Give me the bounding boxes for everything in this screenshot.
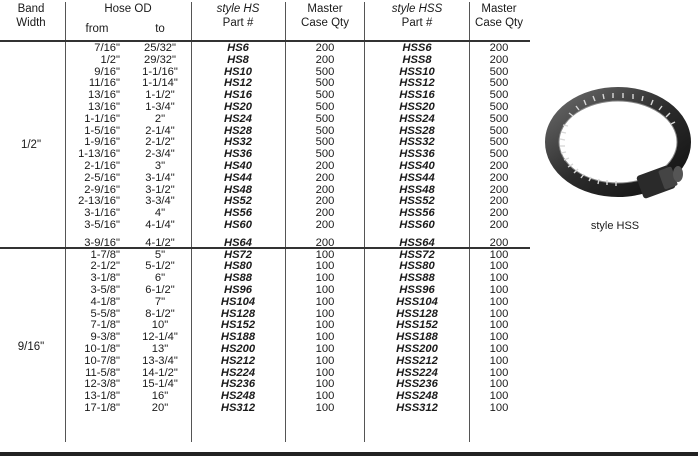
hose-od-from: 1-9/16" <box>84 136 120 149</box>
master-case-qty: 200 <box>489 236 509 249</box>
hose-od-from: 2-1/2" <box>90 260 120 273</box>
part-number: HSS44 <box>399 171 435 184</box>
part-number: HS24 <box>224 112 252 125</box>
hose-od-from: 10-7/8" <box>84 354 120 367</box>
part-number: HSS52 <box>399 195 435 208</box>
part-number: HSS80 <box>399 260 435 273</box>
master-case-qty: 100 <box>489 272 509 285</box>
part-number: HS152 <box>220 319 256 332</box>
table-row <box>0 250 530 262</box>
hose-od-from: 1-13/16" <box>78 148 120 161</box>
part-number: HS6 <box>227 42 249 54</box>
table-row <box>0 43 530 55</box>
master-case-qty: 100 <box>315 342 335 355</box>
part-number: HSS72 <box>399 248 435 261</box>
header-divider <box>0 40 530 42</box>
master-case-qty: 100 <box>489 307 509 320</box>
hose-od-to: 5-1/2" <box>145 260 175 273</box>
master-case-qty: 100 <box>489 401 509 414</box>
table-row <box>0 403 530 415</box>
hose-od-from: 13/16" <box>88 89 120 102</box>
table-row <box>0 379 530 391</box>
hose-od-to: 3-3/4" <box>145 195 175 208</box>
hose-od-to: 1-1/2" <box>145 89 175 102</box>
master-case-qty: 100 <box>489 295 509 308</box>
hose-od-from: 12-3/8" <box>84 378 120 391</box>
hose-od-from: 13/16" <box>88 100 120 113</box>
hose-od-to: 12-1/4" <box>142 331 178 344</box>
part-number: HS236 <box>220 378 256 391</box>
master-case-qty: 500 <box>489 89 509 102</box>
table-row <box>0 173 530 185</box>
hose-od-to: 16" <box>151 390 169 403</box>
table-row <box>0 208 530 220</box>
table-row <box>0 78 530 90</box>
hose-od-from: 10-1/8" <box>84 342 120 355</box>
hose-od-to: 3" <box>154 159 166 172</box>
master-case-qty: 100 <box>315 272 335 285</box>
table-row <box>0 126 530 138</box>
part-number: HS56 <box>224 207 252 220</box>
master-case-qty: 200 <box>315 171 335 184</box>
part-number: HS312 <box>220 401 256 414</box>
hose-od-from: 1-5/16" <box>84 124 120 137</box>
master-case-qty: 200 <box>315 159 335 172</box>
hose-od-from: 4-1/8" <box>90 295 120 308</box>
hose-od-to: 1-1/16" <box>142 65 178 78</box>
master-case-qty: 100 <box>489 283 509 296</box>
master-case-qty: 100 <box>315 319 335 332</box>
part-number: HSS28 <box>399 124 435 137</box>
hose-od-from: 11-5/8" <box>85 366 120 379</box>
part-number: HSS20 <box>399 100 435 113</box>
part-number: HSS60 <box>399 218 435 231</box>
hose-od-to: 15-1/4" <box>142 378 178 391</box>
part-number: HSS96 <box>399 283 435 296</box>
master-case-qty: 200 <box>489 195 509 208</box>
hose-od-from: 1-1/16" <box>84 112 120 125</box>
part-number: HS52 <box>224 195 252 208</box>
master-case-qty: 500 <box>489 124 509 137</box>
hose-od-from: 2-13/16" <box>78 195 120 208</box>
part-number: HS8 <box>227 53 249 66</box>
master-case-qty: 100 <box>489 248 509 261</box>
hose-od-from: 9/16" <box>94 65 120 78</box>
master-case-qty: 200 <box>315 183 335 196</box>
part-number: HS12 <box>224 77 252 90</box>
header-hss-part: style HSS Part # <box>391 3 443 29</box>
master-case-qty: 500 <box>489 148 509 161</box>
master-case-qty: 200 <box>315 42 335 54</box>
part-number: HS212 <box>220 354 256 367</box>
master-case-qty: 100 <box>489 260 509 273</box>
hose-od-to: 4" <box>154 207 166 220</box>
part-number: HS10 <box>224 65 252 78</box>
photo-caption: style HSS <box>590 220 640 232</box>
part-number: HSS248 <box>396 390 438 403</box>
master-case-qty: 200 <box>489 171 509 184</box>
part-number: HS188 <box>220 331 256 344</box>
master-case-qty: 100 <box>315 283 335 296</box>
master-case-qty: 100 <box>315 378 335 391</box>
part-number: HS88 <box>224 272 252 285</box>
hose-od-to: 3-1/4" <box>145 171 175 184</box>
band-width-label: 1/2" <box>20 139 42 151</box>
part-number: HS128 <box>220 307 256 320</box>
hose-od-from: 17-1/8" <box>84 401 120 414</box>
part-number: HS72 <box>224 248 252 261</box>
part-number: HSS236 <box>396 378 438 391</box>
master-case-qty: 200 <box>489 218 509 231</box>
part-number: HS20 <box>224 100 252 113</box>
hose-od-to: 13" <box>151 342 169 355</box>
master-case-qty: 500 <box>315 77 335 90</box>
table-row <box>0 67 530 79</box>
hose-od-to: 4-1/4" <box>145 218 175 231</box>
part-number: HS64 <box>224 236 252 249</box>
hose-od-to: 2-1/4" <box>145 124 175 137</box>
part-number: HS80 <box>224 260 252 273</box>
table-row <box>0 368 530 380</box>
part-number: HS248 <box>220 390 256 403</box>
hose-od-from: 2-1/16" <box>84 159 120 172</box>
part-number: HSS56 <box>399 207 435 220</box>
part-number: HS40 <box>224 159 252 172</box>
part-number: HS28 <box>224 124 252 137</box>
hose-od-from: 3-1/8" <box>90 272 120 285</box>
master-case-qty: 200 <box>489 183 509 196</box>
hose-od-to: 10" <box>151 319 169 332</box>
part-number: HSS312 <box>396 401 438 414</box>
table-row <box>0 332 530 344</box>
table-row <box>0 320 530 332</box>
master-case-qty: 200 <box>489 159 509 172</box>
hose-od-to: 2-1/2" <box>145 136 175 149</box>
table-row <box>0 297 530 309</box>
part-number: HSS200 <box>396 342 438 355</box>
part-number: HSS36 <box>399 148 435 161</box>
part-number: HS48 <box>224 183 252 196</box>
hose-od-to: 2-3/4" <box>145 148 175 161</box>
part-number: HS36 <box>224 148 252 161</box>
header-hs-master-qty: Master Case Qty <box>301 3 349 29</box>
master-case-qty: 100 <box>489 366 509 379</box>
master-case-qty: 200 <box>315 236 335 249</box>
hose-od-to: 6" <box>154 272 166 285</box>
master-case-qty: 500 <box>489 112 509 125</box>
table-row <box>0 90 530 102</box>
master-case-qty: 100 <box>315 331 335 344</box>
header-band-width: Band Width <box>16 3 46 29</box>
hose-od-to: 29/32" <box>144 53 176 66</box>
hose-od-to: 3-1/2" <box>145 183 175 196</box>
hose-od-from: 3-5/16" <box>84 218 120 231</box>
master-case-qty: 100 <box>315 354 335 367</box>
master-case-qty: 500 <box>489 136 509 149</box>
hose-od-from: 11/16" <box>88 77 120 90</box>
master-case-qty: 100 <box>315 390 335 403</box>
hose-od-to: 1-3/4" <box>145 100 175 113</box>
part-number: HSS128 <box>396 307 438 320</box>
part-number: HS60 <box>224 218 252 231</box>
part-number: HSS40 <box>399 159 435 172</box>
header-hs-part: style HS Part # <box>216 3 260 29</box>
table-row <box>0 261 530 273</box>
part-number: HSS212 <box>396 354 438 367</box>
master-case-qty: 500 <box>489 65 509 78</box>
master-case-qty: 200 <box>315 53 335 66</box>
header-to: to <box>155 23 165 35</box>
hose-od-from: 9-3/8" <box>90 331 120 344</box>
header-hose-od: Hose OD <box>104 3 152 15</box>
table-row <box>0 273 530 285</box>
band-width-label: 9/16" <box>17 341 45 353</box>
hose-od-to: 14-1/2" <box>142 366 178 379</box>
table-row <box>0 220 530 232</box>
table-row <box>0 356 530 368</box>
master-case-qty: 100 <box>315 260 335 273</box>
part-number: HS200 <box>220 342 256 355</box>
part-number: HSS64 <box>399 236 435 249</box>
part-number: HS32 <box>224 136 252 149</box>
hose-od-from: 3-9/16" <box>84 236 120 249</box>
table-row <box>0 391 530 403</box>
header-from: from <box>85 23 109 35</box>
master-case-qty: 200 <box>315 195 335 208</box>
hose-od-to: 13-3/4" <box>142 354 178 367</box>
hose-od-from: 13-1/8" <box>84 390 120 403</box>
master-case-qty: 100 <box>489 342 509 355</box>
part-number: HS96 <box>224 283 252 296</box>
part-number: HS104 <box>220 295 256 308</box>
hose-od-from: 1-7/8" <box>90 248 120 261</box>
table-row <box>0 344 530 356</box>
master-case-qty: 100 <box>489 378 509 391</box>
header-hss-master-qty: Master Case Qty <box>475 3 523 29</box>
part-number: HSS48 <box>399 183 435 196</box>
master-case-qty: 100 <box>489 354 509 367</box>
master-case-qty: 100 <box>315 307 335 320</box>
hose-od-from: 3-1/16" <box>84 207 120 220</box>
hose-od-from: 2-9/16" <box>84 183 120 196</box>
master-case-qty: 500 <box>315 89 335 102</box>
master-case-qty: 200 <box>315 218 335 231</box>
master-case-qty: 100 <box>489 390 509 403</box>
part-number: HSS8 <box>402 53 432 66</box>
part-number: HSS10 <box>399 65 435 78</box>
master-case-qty: 500 <box>315 136 335 149</box>
part-number: HSS188 <box>396 331 438 344</box>
hose-od-to: 4-1/2" <box>145 236 175 249</box>
hose-od-from: 7-1/8" <box>90 319 120 332</box>
hose-od-to: 5" <box>154 248 166 261</box>
table-row <box>0 309 530 321</box>
part-number: HSS152 <box>396 319 438 332</box>
part-number: HS44 <box>224 171 252 184</box>
master-case-qty: 200 <box>489 53 509 66</box>
part-number: HSS88 <box>399 272 435 285</box>
master-case-qty: 500 <box>489 77 509 90</box>
table-row <box>0 102 530 114</box>
master-case-qty: 500 <box>315 112 335 125</box>
hose-od-to: 8-1/2" <box>145 307 175 320</box>
part-number: HSS32 <box>399 136 435 149</box>
master-case-qty: 100 <box>315 366 335 379</box>
table-row <box>0 196 530 208</box>
clamp-table <box>0 43 530 415</box>
part-number: HSS24 <box>399 112 435 125</box>
master-case-qty: 500 <box>315 148 335 161</box>
hose-od-from: 2-5/16" <box>84 171 120 184</box>
table-row <box>0 55 530 67</box>
hose-od-from: 7/16" <box>94 42 120 54</box>
hose-od-from: 5-5/8" <box>90 307 120 320</box>
master-case-qty: 500 <box>315 100 335 113</box>
master-case-qty: 500 <box>489 100 509 113</box>
part-number: HSS12 <box>399 77 435 90</box>
hose-od-to: 1-1/14" <box>142 77 178 90</box>
table-row <box>0 238 530 250</box>
master-case-qty: 200 <box>489 42 509 54</box>
hose-od-to: 25/32" <box>144 42 176 54</box>
part-number: HSS104 <box>396 295 438 308</box>
hose-od-to: 7" <box>154 295 166 308</box>
table-row <box>0 161 530 173</box>
master-case-qty: 100 <box>489 319 509 332</box>
hose-od-to: 2" <box>154 112 166 125</box>
part-number: HSS6 <box>402 42 432 54</box>
hose-od-to: 6-1/2" <box>145 283 175 296</box>
hose-od-from: 1/2" <box>100 53 120 66</box>
master-case-qty: 100 <box>315 295 335 308</box>
bottom-rule <box>0 452 698 456</box>
master-case-qty: 100 <box>315 248 335 261</box>
part-number: HSS224 <box>396 366 438 379</box>
hose-od-from: 3-5/8" <box>90 283 120 296</box>
part-number: HS16 <box>224 89 252 102</box>
master-case-qty: 500 <box>315 124 335 137</box>
hose-clamp-photo <box>543 80 693 220</box>
master-case-qty: 100 <box>315 401 335 414</box>
master-case-qty: 200 <box>489 207 509 220</box>
master-case-qty: 200 <box>315 207 335 220</box>
table-row <box>0 149 530 161</box>
master-case-qty: 500 <box>315 65 335 78</box>
hose-od-to: 20" <box>151 401 169 414</box>
master-case-qty: 100 <box>489 331 509 344</box>
table-row <box>0 285 530 297</box>
part-number: HSS16 <box>399 89 435 102</box>
table-row <box>0 114 530 126</box>
part-number: HS224 <box>220 366 256 379</box>
